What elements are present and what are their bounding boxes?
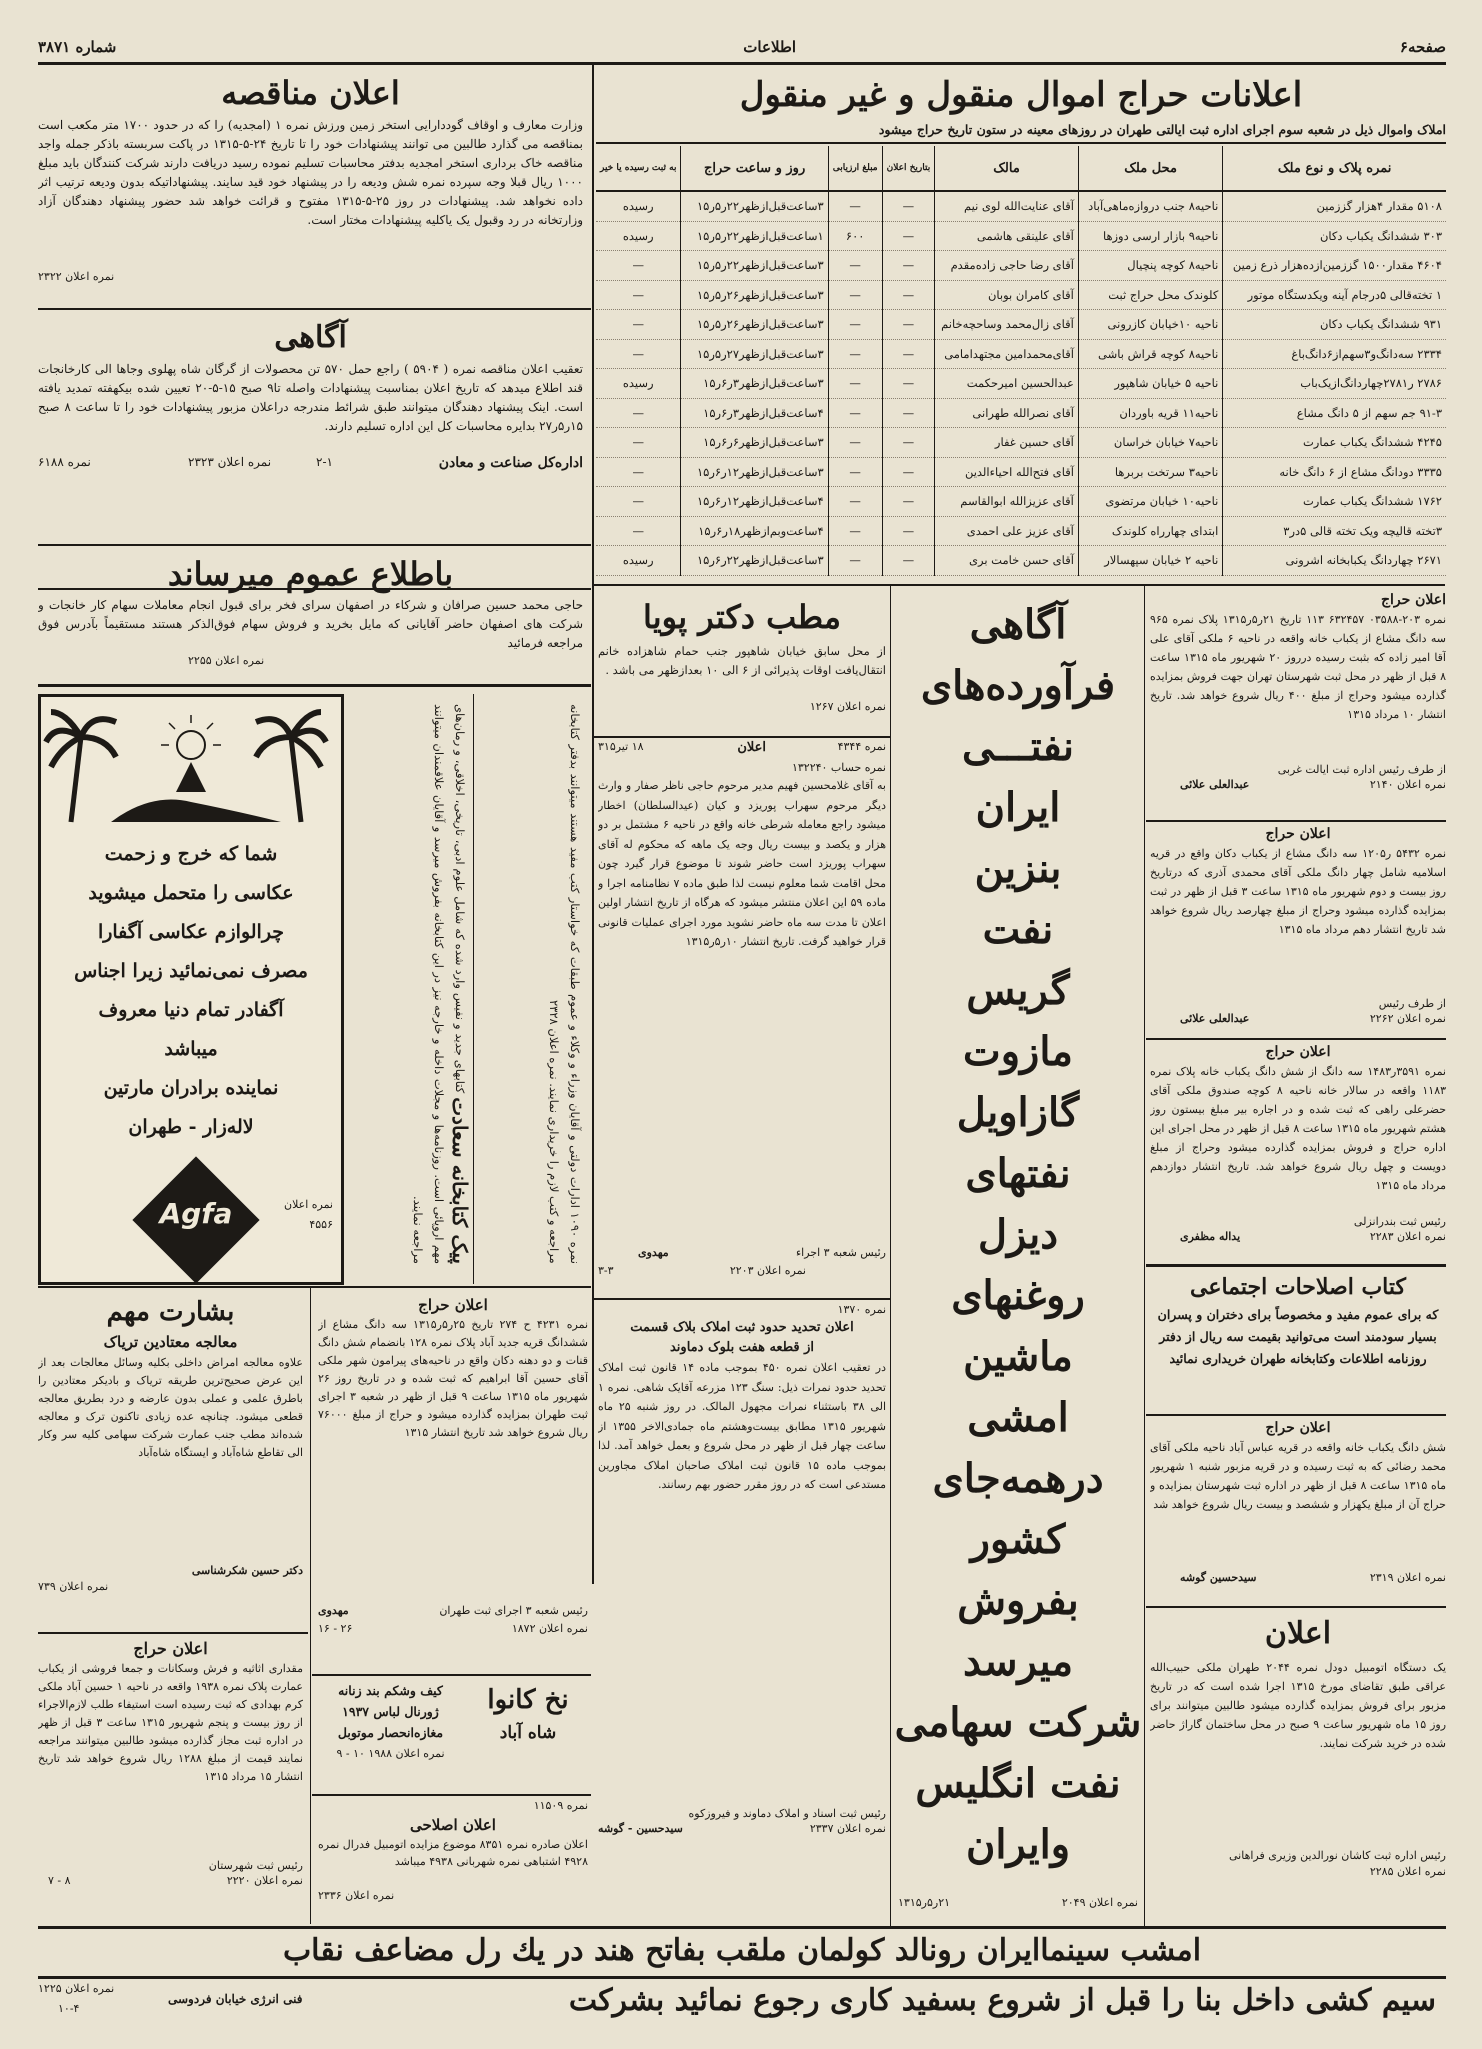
auction-cell: آقای نصرالله طهرانی bbox=[935, 398, 1079, 428]
auction-cell: — bbox=[596, 457, 681, 487]
oil-line: ماشین bbox=[963, 1333, 1073, 1380]
oil-line: نفتهای bbox=[965, 1150, 1071, 1197]
auction-cell: آقای رضا حاجی زاده‌مقدم bbox=[935, 251, 1079, 281]
agfa-ref-num: ۴۵۵۶ bbox=[309, 1218, 333, 1231]
cloth-title: نخ کانوا bbox=[487, 1685, 569, 1715]
agfa-logo: Agfa bbox=[159, 1197, 233, 1230]
auction-cell: ناحیه۱۰ خیابان مرتضوی bbox=[1078, 487, 1222, 517]
auction-cell: — bbox=[828, 251, 882, 281]
limits-ad bbox=[598, 1302, 886, 1840]
auction-cell: ناحیه۸ کوچه قراش باشی bbox=[1078, 339, 1222, 369]
auction-row bbox=[596, 546, 1446, 576]
cloth-subtitle: شاه آباد bbox=[499, 1723, 557, 1743]
auction-cell: — bbox=[828, 487, 882, 517]
auction-cell: آقای عنایت‌الله لوی نیم bbox=[935, 191, 1079, 221]
clinic-title: مطب دکتر پویا bbox=[643, 598, 841, 636]
auction-ad-3 bbox=[1150, 824, 1446, 1030]
oil-line: نفت انگلیس bbox=[915, 1760, 1121, 1807]
auction-cell: — bbox=[828, 398, 882, 428]
wiring-banner bbox=[38, 1978, 1446, 2024]
court-sub: نمره حساب ۱۳۲۲۴۰ bbox=[791, 761, 886, 774]
auction-row bbox=[596, 428, 1446, 458]
auction-4-ref: نمره اعلان ۲۲۸۳ bbox=[1369, 1230, 1446, 1243]
auction-cell: — bbox=[882, 191, 935, 221]
auction-3-sign: از طرف رئیس bbox=[1378, 997, 1446, 1010]
limits-title: اعلان تحدید حدود ثبت املاک بلاک قسمت bbox=[630, 1320, 854, 1335]
social-book-ad bbox=[1150, 1270, 1446, 1370]
header-registered: به ثبت رسیده یا خیر bbox=[596, 146, 681, 191]
header-plaque: نمره پلاک و نوع ملک bbox=[1223, 146, 1446, 191]
header-owner: مالک bbox=[935, 146, 1079, 191]
oil-line: دیزل bbox=[977, 1211, 1059, 1258]
clinic-body: از محل سابق خیابان شاهپور جنب حمام شاهزاده خانم انتقال‌یافت اوقات پذیرائی از ۶ الی ۱۰ بعدازظهر می باشد . bbox=[598, 644, 886, 677]
court-name: مهدوی bbox=[638, 1246, 669, 1259]
palm-landscape-illustration bbox=[41, 697, 341, 827]
auction-5-ref: نمره اعلان ۲۳۱۹ bbox=[1369, 1571, 1446, 1584]
auction-3-ref: نمره اعلان ۲۲۶۲ bbox=[1369, 1012, 1446, 1025]
auction-cell: ۳ساعت‌قبل‌ازظهر۲۶ر۵ر۱۵ bbox=[681, 280, 828, 310]
auction-cell: ناحیه۸ کوچه پنچیال bbox=[1078, 251, 1222, 281]
rule bbox=[38, 308, 591, 310]
header-appraisal: مبلغ ارزیابی bbox=[828, 146, 882, 191]
auction-4-sign: رئیس ثبت بندرانزلی bbox=[1353, 1215, 1446, 1228]
rule bbox=[343, 694, 344, 1284]
oil-line: شرکت سهامی bbox=[894, 1699, 1142, 1746]
auction-cell: — bbox=[596, 251, 681, 281]
auction-title: اعلانات حراج اموال منقول و غیر منقول bbox=[739, 75, 1303, 115]
notice-3-body: یک دستگاه اتومبیل دودل نمره ۲۰۴۴ طهران ملکی حبیب‌الله عراقی طبق تقاضای مورخ ۱۳۱۵ اجرا شده است که در تاریخ مزبور برای فروش بمزایده گذارده میشود طالبین میتوانند برای روز ۱۵ ماه شهریور ساعت ۹ صبح در محل ساختمان گاراژ حاضر شده در خرید شرکت نمایند. bbox=[1150, 1661, 1446, 1750]
auction-7-sign: رئیس شعبه ۳ اجرای ثبت طهران bbox=[439, 1604, 588, 1617]
agfa-text bbox=[41, 827, 341, 1147]
auction-cell: ۳ساعت‌قبل‌ازظهر۲۲ر۵ر۱۵ bbox=[681, 191, 828, 221]
agfa-line: میباشد bbox=[164, 1038, 218, 1060]
auction-row bbox=[596, 221, 1446, 251]
wiring-text: سیم کشی داخل بنا را قبل از شروع بسفید کاری رجوع نمائید بشرکت bbox=[568, 1983, 1436, 2018]
auction-cell: ۳ساعت‌قبل‌ازظهر۲۷ر۵ر۱۵ bbox=[681, 339, 828, 369]
oil-line: ایران bbox=[975, 784, 1061, 831]
auction-3-body: نمره ۵۴۳۲ ر۱۲۰۵ سه دانگ مشاع از یکباب دکان واقع در قریه اسلامیه شامل چهار دانگ ملکی آقای محمدی آذری که درتاریخ روز بیست و دوم شهریور ماه ۱۳۱۵ ساعت ۳ قبل از ظهر در ثبت بمزایده گذارده میشود وحراج از مبلغ چهارصد ریال شروع خواهد شد تاریخ انتشار دهم مرداد ماه ۱۳۱۵ bbox=[1150, 847, 1446, 936]
rule bbox=[594, 584, 1445, 586]
court-ref: نمره اعلان ۲۲۰۳ bbox=[729, 1264, 806, 1277]
auction-cell: — bbox=[882, 516, 935, 546]
auction-ad-7 bbox=[318, 1294, 588, 1640]
court-sign: رئیس شعبه ۳ اجراء bbox=[795, 1246, 886, 1259]
auction-cell: ۲۳۳۴ سه‌دانگ‌و۳سهم‌از۶دانگ‌باغ bbox=[1223, 339, 1446, 369]
auction-cell: رسیده bbox=[596, 546, 681, 576]
auction-cell: — bbox=[828, 339, 882, 369]
notice-agahi-1-ref: نمره اعلان ۲۳۲۳ bbox=[188, 455, 272, 469]
auction-cell: ۳ساعت‌قبل‌ازظهر۲۲ر۵ر۱۵ bbox=[681, 251, 828, 281]
column-divider bbox=[592, 64, 594, 1584]
auction-cell: ۳ساعت‌قبل‌ازظهر۲۲ر۶ر۱۵ bbox=[681, 546, 828, 576]
auction-cell: رسیده bbox=[596, 191, 681, 221]
oil-line: بنزین bbox=[974, 845, 1062, 892]
tender-ref: نمره اعلان ۲۳۲۲ bbox=[38, 270, 115, 283]
rule bbox=[1146, 1264, 1446, 1267]
agfa-ref: نمره اعلان bbox=[283, 1198, 333, 1211]
notice-general bbox=[38, 552, 583, 669]
agfa-line: شما که خرج و زحمت bbox=[104, 843, 278, 865]
auction-cell: — bbox=[882, 221, 935, 251]
wiring-tail: ۱۰-۴ bbox=[58, 2002, 80, 2015]
reform-ref-head: نمره ۱۱۵۰۹ bbox=[533, 1799, 588, 1812]
oil-line: کشور bbox=[970, 1516, 1066, 1563]
clinic-ad bbox=[598, 592, 886, 715]
vertical-notice bbox=[480, 704, 585, 1264]
auction-cell: آقای علینقی هاشمی bbox=[935, 221, 1079, 251]
oil-line: بفروش bbox=[957, 1577, 1079, 1624]
auction-cell: — bbox=[882, 251, 935, 281]
page-number: صفحه۶ bbox=[1399, 38, 1446, 56]
court-ad bbox=[598, 740, 886, 1282]
auction-3-title: اعلان حراج bbox=[1265, 826, 1331, 842]
oil-line: درهمه‌جای bbox=[932, 1455, 1104, 1502]
oil-line: روغنهای bbox=[951, 1272, 1085, 1319]
auction-cell: ۳ساعت‌قبل‌ازظهر۶ر۶ر۱۵ bbox=[681, 428, 828, 458]
rule bbox=[1146, 1038, 1446, 1040]
header-notice-date: بتاریخ اعلان bbox=[882, 146, 935, 191]
limits-name: سیدحسین - گوشه bbox=[598, 1822, 683, 1835]
notice-general-ref: نمره اعلان ۲۲۵۵ bbox=[188, 654, 265, 667]
oil-line: مازوت bbox=[963, 1028, 1073, 1075]
auction-row bbox=[596, 191, 1446, 221]
auction-row bbox=[596, 398, 1446, 428]
auction-cell: — bbox=[828, 546, 882, 576]
auction-cell: آقای عزیزالله ابوالقاسم bbox=[935, 487, 1079, 517]
agfa-line: چرالوازم عکاسی آگفارا bbox=[97, 921, 285, 943]
auction-4-title: اعلان حراج bbox=[1265, 1044, 1331, 1060]
notice-3 bbox=[1150, 1610, 1446, 1880]
auction-cell: ناحیه۱۱ قریه باوردان bbox=[1078, 398, 1222, 428]
auction-cell: — bbox=[882, 487, 935, 517]
auction-cell: رسیده bbox=[596, 369, 681, 399]
auction-row bbox=[596, 251, 1446, 281]
cloth-text-1: کیف وشکم بند زنانه bbox=[338, 1683, 443, 1698]
cloth-text-3: مغازه‌انحصار موتوبل bbox=[337, 1725, 444, 1740]
cloth-ref: نمره اعلان ۱۹۸۸ ۱۰ - ۹ bbox=[336, 1747, 445, 1760]
vertical-notice-body: نمره ۱۰۹۰ ادارات دولتی و آقایان وزراء و وکلاء و عموم طبقات که خواستار کتب مفید هستند میتوانند بدفتر کتابخانه مراجعه و کتب لازم را خریداری نمایند. نمره اعلان ۲۳۲۸ bbox=[547, 704, 582, 1264]
court-body: به آقای غلامحسین فهیم مدیر مرحوم حاجی ناظر صفار و وارث دیگر مرحوم سهراب پوریزد و کیان (عیدالسلطان) اخطار میشود راجع معامله شرطی خانه واقع در ناحیه ۶ مشتمل بر دو هزار و یکصد و بیست ریال وجه یک ماهه که محکوم له آقای سهراب پوریزد است حاضر شوند تا موضوع قرار گیرد چون محل اقامت شما معلوم نیست لذا طبق ماده ۷ نظامنامه اجرا و ماده ۵۹ این اعلان منتشر میشود که هرگاه از تاریخ انتشار اولین اعلان تا مدت سه ماه حاضر نشوید مورد اجرای عملیات قانونی قرار خواهید گرفت. تاریخ انتشار ۱۰ر۵ر۱۳۱۵ bbox=[598, 779, 886, 948]
auction-7-title: اعلان حراج bbox=[418, 1296, 488, 1314]
auction-ad-6 bbox=[38, 1638, 303, 1892]
auction-cell: ناحیه۹ بازار ارسی دوزها bbox=[1078, 221, 1222, 251]
auction-3-name: عبدالعلی علائی bbox=[1180, 1012, 1250, 1025]
auction-cell: — bbox=[882, 546, 935, 576]
auction-cell: — bbox=[828, 516, 882, 546]
auction-cell: ۴۲۴۵ ششدانگ یکباب عمارت bbox=[1223, 428, 1446, 458]
auction-cell: — bbox=[596, 339, 681, 369]
tender-ad bbox=[38, 70, 583, 285]
auction-cell: کلوندک محل حراج ثبت bbox=[1078, 280, 1222, 310]
auction-cell: — bbox=[828, 280, 882, 310]
auction-cell: ۳ساعت‌قبل‌ازظهر۳ر۶ر۱۵ bbox=[681, 369, 828, 399]
court-date: ۱۸ تیر۳۱۵ bbox=[598, 740, 644, 753]
auction-row bbox=[596, 487, 1446, 517]
tender-title: اعلان مناقصه bbox=[221, 74, 400, 112]
oil-line: گازاویل bbox=[956, 1089, 1080, 1136]
auction-cell: آقای‌محمدامین مجتهدامامی bbox=[935, 339, 1079, 369]
oil-line: گریس bbox=[966, 967, 1070, 1014]
auction-ad-2 bbox=[1150, 590, 1446, 796]
auction-cell: ۳۰۳ ششدانگ یکباب دکان bbox=[1223, 221, 1446, 251]
auction-cell: ۱ساعت‌قبل‌ازظهر۲۲ر۵ر۱۵ bbox=[681, 221, 828, 251]
auction-cell: ۶۰۰ bbox=[828, 221, 882, 251]
masthead-rule bbox=[38, 62, 1446, 65]
limits-sign: رئیس ثبت اسناد و املاک دماوند و فیروزکوه bbox=[688, 1807, 886, 1820]
auction-row bbox=[596, 457, 1446, 487]
auction-cell: آقای حسن خامت بری bbox=[935, 546, 1079, 576]
social-book-title: کتاب اصلاحات اجتماعی bbox=[1189, 1274, 1406, 1300]
auction-cell: — bbox=[828, 369, 882, 399]
books-ad bbox=[350, 704, 470, 1264]
auction-cell: — bbox=[882, 280, 935, 310]
agfa-line: نماینده برادران مارتین bbox=[103, 1077, 279, 1099]
auction-cell: آقای فتح‌الله احیاء‌الدین bbox=[935, 457, 1079, 487]
auction-cell: — bbox=[828, 191, 882, 221]
opium-doctor: دکتر حسین شکرشناسی bbox=[191, 1564, 303, 1577]
header-auction-time: روز و ساعت حراج bbox=[681, 146, 828, 191]
agfa-line: عکاسی را متحمل میشوید bbox=[88, 882, 294, 904]
auction-cell: ۴ساعت‌قبل‌ازظهر۱۲ر۶ر۱۵ bbox=[681, 487, 828, 517]
auction-cell: ۲۷۸۶ ر۲۷۸۱چهاردانگ‌از‌یک‌باب bbox=[1223, 369, 1446, 399]
cloth-text-2: ژورنال لباس ۱۹۳۷ bbox=[342, 1704, 439, 1719]
notice-general-title: باطلاع عموم میرساند bbox=[167, 555, 454, 593]
rule bbox=[1144, 586, 1145, 1926]
cinema-banner: امشب سینماایران رونالد کولمان ملقب بفاتح هند در یك رل مضاعف نقاب bbox=[282, 1933, 1202, 1968]
auction-cell: — bbox=[596, 487, 681, 517]
auction-cell: — bbox=[882, 310, 935, 340]
reform-ref: نمره اعلان ۲۳۳۶ bbox=[318, 1889, 395, 1902]
auction-cell: — bbox=[596, 516, 681, 546]
auction-6-title: اعلان حراج bbox=[133, 1639, 208, 1658]
rule bbox=[38, 684, 591, 687]
oil-line: میرسد bbox=[962, 1638, 1074, 1685]
auction-table bbox=[596, 146, 1446, 576]
rule bbox=[38, 1632, 308, 1634]
auction-2-sign: از طرف رئیس اداره ثبت ایالت غربی bbox=[1277, 763, 1446, 776]
rule bbox=[38, 1286, 591, 1288]
oil-line: نفت bbox=[982, 906, 1054, 953]
reform-ad bbox=[318, 1798, 588, 1904]
reform-body: اعلان صادره نمره ۸۳۵۱ موضوع مزایده اتومبیل فدرال نمره ۴۹۲۸ اشتباهی نمره شهربانی ۴۹۳۸ میباشد bbox=[318, 1838, 588, 1868]
agfa-ad bbox=[38, 694, 344, 1285]
paper-name: اطلاعات bbox=[743, 38, 796, 56]
auction-cell: آقای عزیز علی احمدی bbox=[935, 516, 1079, 546]
auction-cell: ۳تخته قالیچه ویک تخته قالی ۵در۳ bbox=[1223, 516, 1446, 546]
auction-cell: آقای حسین غفار bbox=[935, 428, 1079, 458]
auction-cell: ناحیه ۱۰خیابان کازرونی bbox=[1078, 310, 1222, 340]
auction-cell: — bbox=[828, 310, 882, 340]
notice-agahi-1-dept: اداره‌کل صناعت و معادن bbox=[438, 455, 583, 471]
auction-cell: ناحیه۳ سرتخت بربرها bbox=[1078, 457, 1222, 487]
auction-cell: ۳ساعت‌قبل‌ازظهر۲۶ر۵ر۱۵ bbox=[681, 310, 828, 340]
rule bbox=[1146, 1414, 1446, 1416]
notice-agahi-1-tail: ۲-۱ bbox=[316, 455, 333, 469]
auction-2-ref: نمره اعلان ۲۱۴۰ bbox=[1369, 778, 1446, 791]
notice-3-sign: رئیس اداره ثبت کاشان نورالدین وزیری فراهانی bbox=[1228, 1849, 1446, 1862]
auction-4-body: نمره ۳۵۹۱ر۱۴۸۳ سه دانگ از شش دانگ یکباب خانه پلاک نمره ۱۱۸۳ واقعه در سالار خانه ناحیه ۸ کوچه صندوق ملکی آقای حضرعلی راهی که ثبت شده و در اجاره بیر مبلغ بیستون روز هشتم شهریور ماه ۱۳۱۵ ساعت ۸ قبل از ظهر در محل اجرای این اداره حراج و فروش بمزایده گذارده میشود وحراج از مبلغ دویست و چهل ریال شروع خواهد شد. تاریخ انتشار دوازدهم مرداد ماه ۱۳۱۵ bbox=[1150, 1065, 1446, 1192]
auction-cell: ۱ تخته‌قالی ۵درجام آینه ویکدستگاه موتور bbox=[1223, 280, 1446, 310]
rule bbox=[310, 1288, 311, 1924]
auction-cell: — bbox=[596, 428, 681, 458]
agfa-line: مصرف نمی‌نمائید زیرا اجناس bbox=[74, 960, 308, 982]
tender-body: وزارت معارف و اوقاف گوددارایی استخر زمین ورزش نمره ۱ (امجدیه) را که در حدود ۱۷۰۰ متر مکعب است بمناقصه می گذارد طالبین می توانند پیشنهادات خود را تا تاریخ ۲۴-۵-۱۳۱۵ در پاکت سربسته باذکر جمله واجد مناقصه خاک برداری استخر امجدیه بدفتر محاسبات تسلیم نموده رسید دریافت دارند شرکت کنندگان باید مبلغ ۱۰۰۰ ریال قبلا وجه سپرده نمره شش ودیعه را در پیشنهاد خود قید سایند. پیشنهاداتیکه بدون ودیعه ترتیب اثر داده نخواهد شد. پیشنهادات در روز ۲۵-۵-۱۳۱۵ مفتوح و قرائت خواهد شد حضور پیشنهاد دهندگان آزاد وزارتخانه در رد وقبول یک یاکلیه پیشنهادات مختار است. bbox=[38, 118, 583, 227]
issue-number: شماره ۳۸۷۱ bbox=[38, 38, 117, 56]
opium-title: بشارت مهم bbox=[106, 1297, 235, 1327]
notice-agahi-1-title: آگاهی bbox=[274, 320, 347, 355]
limits-ref-head: نمره ۱۳۷۰ bbox=[837, 1303, 886, 1316]
notice-agahi-1-ref2: نمره ۶۱۸۸ bbox=[38, 455, 91, 469]
auction-row bbox=[596, 339, 1446, 369]
notice-agahi-1 bbox=[38, 316, 583, 477]
wiring-ref: نمره اعلان ۱۲۲۵ bbox=[38, 1982, 115, 1995]
masthead bbox=[38, 34, 1446, 60]
notice-agahi-1-body: تعقیب اعلان مناقصه نمره ( ۵۹۰۴ ) راجع حمل ۵۷۰ تن محصولات از گرگان شاه پهلوی وجاها الی کارخانجات قند اطلاع میدهد که تاریخ اعلان بمناسبت پیشنهادات واصله تا۹ صبح ۱۵-۵-۲۰ تعیین شده بیکهفته تمدید یافته است. اینک پیشنهاد دهندگان میتوانند طبق شرائط مندرجه دراعلان مزبور پیشنهادات خود را تا ساعت ۸ صبح ۱۵ر۵ر۲۷ بدایره محاسبات کل این اداره تسلیم دارند. bbox=[38, 362, 583, 433]
auction-5-name: سیدحسین گوشه bbox=[1180, 1571, 1257, 1584]
notice-3-ref: نمره اعلان ۲۲۸۵ bbox=[1369, 1865, 1446, 1878]
oil-line: فرآورده‌های bbox=[920, 662, 1116, 709]
auction-cell: آقای کامران بوبان bbox=[935, 280, 1079, 310]
auction-4-name: یداله مظفری bbox=[1180, 1230, 1241, 1243]
rule bbox=[473, 694, 474, 1284]
auction-cell: — bbox=[596, 398, 681, 428]
agfa-line: لاله‌زار - طهران bbox=[128, 1116, 254, 1138]
cloth-ad bbox=[318, 1680, 588, 1790]
oil-line: امشی bbox=[967, 1394, 1069, 1441]
auction-cell: ۱۷۶۲ ششدانگ یکباب عمارت bbox=[1223, 487, 1446, 517]
rule bbox=[1146, 1606, 1446, 1608]
notice-general-body: حاجی محمد حسین صرافان و شرکاء در اصفهان سرای فخر برای قبول انجام معاملات سهام کار خانجات و شرکت های اصفهان حاضر آقایانی که مایل بخرید و فروش سهام فوق‌الذکر هستند مستقیماً بآدرس فوق مراجعه فرمائید bbox=[38, 598, 583, 650]
auction-cell: عبدالحسین امیرحکمت bbox=[935, 369, 1079, 399]
auction-cell: ۲۶۷۱ چهاردانگ یکبابخانه اشرونی bbox=[1223, 546, 1446, 576]
auction-row bbox=[596, 516, 1446, 546]
auction-cell: ۴۶۰۴ مقدار۱۵۰۰ گززمین‌ازده‌هزار ذرع زمین bbox=[1223, 251, 1446, 281]
auction-cell: رسیده bbox=[596, 221, 681, 251]
auction-cell: — bbox=[882, 398, 935, 428]
court-title: اعلان bbox=[737, 740, 766, 755]
rule bbox=[38, 544, 591, 546]
auction-7-ref: نمره اعلان ۱۸۷۲ bbox=[511, 1622, 588, 1635]
clinic-ref: نمره اعلان ۱۲۶۷ bbox=[809, 700, 886, 713]
auction-cell: ۹۱-۳ جم سهم از ۵ دانگ مشاع bbox=[1223, 398, 1446, 428]
agfa-line: آگفادر تمام دنیا معروف bbox=[98, 999, 284, 1021]
books-body: کتابهای جدید و نفیس وارد شده که شامل علوم ادبی، تاریخی، اخلاقی، و رمان‌های مهم اروپائی است. روزنامه‌ها و مجلات داخله و خارجه نیز در این کتابخانه بفروش میرسد و آقایان علاقمندان میتوانند مراجعه نمایند. bbox=[411, 704, 467, 1264]
auction-cell: ۵۱۰۸ مقدار ۴هزار گززمین bbox=[1223, 191, 1446, 221]
auction-row bbox=[596, 280, 1446, 310]
auction-row bbox=[596, 310, 1446, 340]
auction-6-body: مقداری اثاثیه و فرش وسکانات و جمعا فروشی از یکباب عمارت پلاک نمره ۱۹۳۸ واقعه در ناحیه ۱ حسین آباد ملکی کرم بهدادی که ثبت رسیده است استیفاء طلب لازم‌الاجراء از روز بیست و پنجم شهریور ۱۳۱۵ ساعت ۳ قبل از ظهر در اداره ثبت مجاز گذارده میشود طالبین میتوانند مراجعه نمایند قیمت از مبلغ ۱۲۸۸ ریال شروع خواهد شد تاریخ انتشار ۱۵ مرداد ۱۳۱۵ bbox=[38, 1662, 303, 1783]
auction-cell: — bbox=[882, 339, 935, 369]
oil-ref: نمره اعلان ۲۰۴۹ bbox=[1061, 1896, 1138, 1909]
rule bbox=[312, 1674, 591, 1676]
auction-5-title: اعلان حراج bbox=[1265, 1420, 1331, 1436]
social-book-body: که برای عموم مفید و مخصوصاً برای دختران و پسران بسیار سودمند است می‌توانید بقیمت سه ریال از دفتر روزنامه اطلاعات وکتابخانه طهران خریداری نمائید bbox=[1157, 1307, 1439, 1366]
oil-date: ۲۱ر۵ر۱۳۱۵ bbox=[898, 1896, 951, 1909]
header-location: محل ملک bbox=[1078, 146, 1222, 191]
auction-cell: — bbox=[828, 457, 882, 487]
auction-2-name: عبدالعلی علائی bbox=[1180, 778, 1250, 791]
books-title: پیک کتابخانه سعادت bbox=[448, 1097, 472, 1264]
auction-cell: ناحیه ۵ خیابان شاهپور bbox=[1078, 369, 1222, 399]
auction-cell: — bbox=[882, 428, 935, 458]
limits-ref: نمره اعلان ۲۳۳۷ bbox=[809, 1822, 886, 1835]
rule bbox=[1146, 820, 1446, 822]
auction-cell: ۴ساعت‌قبل‌ازظهر۳ر۶ر۱۵ bbox=[681, 398, 828, 428]
auction-ad-5 bbox=[1150, 1418, 1446, 1589]
auction-cell: — bbox=[596, 280, 681, 310]
oil-line: وایران bbox=[965, 1821, 1071, 1868]
notice-3-title: اعلان bbox=[1264, 1616, 1332, 1651]
auction-cell: ناحیه۷ خیابان خراسان bbox=[1078, 428, 1222, 458]
opium-subtitle: معالجه معتادین تریاک bbox=[103, 1333, 238, 1351]
auction-6-sign: رئیس ثبت شهرستان bbox=[208, 1859, 303, 1872]
rule bbox=[890, 586, 891, 1926]
auction-header-row bbox=[596, 146, 1446, 191]
auction-cell: ۹۳۱ ششدانگ یکباب دکان bbox=[1223, 310, 1446, 340]
auction-cell: ۳ساعت‌قبل‌ازظهر۱۲ر۶ر۱۵ bbox=[681, 457, 828, 487]
auction-ad-4 bbox=[1150, 1042, 1446, 1248]
auction-cell: — bbox=[882, 457, 935, 487]
auction-7-body: نمره ۴۲۳۱ ح ۲۷۴ تاریخ ۲۵ر۵ر۱۳۱۵ سه دانگ مشاع از ششدانگ قریه جدید آباد پلاک نمره ۱۲۸ بانضمام شش دانگ قنات و دو دهنه دکان واقع در ناحیه‌های پیرامون شهر ملکی آقای حسین آقا ابراهیم که ثبت شده و در تاریخ روز ۲۶ شهریور ماه ۱۳۱۵ ساعت ۹ قبل از ظهر در شعبه ۳ اجرای ثبت طهران بمزایده گذارده میشود و حراج از مبلغ ۷۶۰۰۰ ریال شروع خواهد شد تاریخ انتشار ۱۳۱۵ bbox=[318, 1318, 588, 1439]
auction-section bbox=[596, 70, 1446, 144]
auction-cell: ناحیه۸ جنب دروازه‌ماهی‌آباد bbox=[1078, 191, 1222, 221]
auction-2-body: نمره ۲۰۳-۰۳۵۸۸ ۶۳۲۴۵۷ ۱۱۳ تاریخ ۲۱ر۵ر۱۳۱۵ پلاک نمره ۹۶۵ سه دانگ مشاع از یکباب خانه واقعه در ناحیه ۶ ملکی آقای علی آقا امیر زاده که بثبت رسیده درروز ۲۰ شهریور ماه ۱۳۱۵ ساعت ۸ قبل از ظهر در محل ثبت شهرستان تهران جهت فروش بمزایده گذارده میشود وحراج از مبلغ ۴۰۰ ریال شروع خواهد شد. تاریخ انتشار ۱۰ مرداد ۱۳۱۵ bbox=[1150, 613, 1446, 721]
opium-ad bbox=[38, 1294, 303, 1598]
auction-cell: ناحیه ۲ خیابان سپهسالار bbox=[1078, 546, 1222, 576]
opium-body: علاوه معالجه امراض داخلی بکلیه وسائل معالجات بعد از این عرض صحیح‌ترین طریقه تریاک و بادیکر معتادین را باطرق علمی و عملی بدون عارضه و درد بطریق معالجه قطعی میشود. چنانچه عده زیادی تاکنون ترک و معالجه شده‌اند مطب جنب عمارت شرکت سهامی کلیه سر وکار الی تقاطع شاه‌آباد و ایستگاه شاه‌آباد bbox=[38, 1356, 303, 1459]
auction-row bbox=[596, 369, 1446, 399]
auction-7-name: مهدوی bbox=[318, 1604, 349, 1617]
auction-cell: — bbox=[882, 369, 935, 399]
oil-line: نفتـــی bbox=[962, 723, 1074, 770]
auction-cell: — bbox=[828, 428, 882, 458]
oil-ad bbox=[894, 594, 1142, 1875]
auction-cell: ابتدای چهارراه کلوندک bbox=[1078, 516, 1222, 546]
auction-7-tail: ۲۶ - ۱۶ bbox=[318, 1622, 353, 1635]
reform-title: اعلان اصلاحی bbox=[410, 1816, 496, 1834]
auction-cell: آقای زال‌محمد وساحچه‌خانم bbox=[935, 310, 1079, 340]
rule bbox=[312, 1794, 591, 1796]
wiring-side: فنی انرژی خیابان فردوسی bbox=[168, 1992, 303, 2006]
auction-intro: املاک واموال ذیل در شعبه سوم اجرای اداره ثبت ایالتی طهران در روزهای معینه در ستون تاریخ حراج میشود bbox=[596, 120, 1446, 144]
opium-ref: نمره اعلان ۷۳۹ bbox=[38, 1580, 109, 1593]
court-ref-head: نمره ۴۳۴۴ bbox=[837, 740, 886, 753]
auction-cell: ۳۳۳۵ دودانگ مشاع از ۶ دانگ خانه bbox=[1223, 457, 1446, 487]
auction-cell: — bbox=[596, 310, 681, 340]
auction-6-ref: نمره اعلان ۲۲۲۰ bbox=[226, 1874, 303, 1887]
auction-cell: ۴ساعت‌وبم‌ازظهر۱۸ر۶ر۱۵ bbox=[681, 516, 828, 546]
auction-5-body: شش دانگ یکباب خانه واقعه در قریه عباس آباد ناحیه ملکی آقای محمد رضائی که به ثبت رسیده و در قریه مزبور شنبه ۱ شهریور ماه ۱۳۱۵ ساعت ۸ قبل از ظهر در اداره ثبت شهرستان بمزایده و حراج آن از مبلغ یکهزار و ششصد و بیست ریال شروع خواهد شد bbox=[1150, 1441, 1446, 1511]
rule bbox=[594, 736, 890, 738]
limits-subtitle: از قطعه هفت بلوک دماوند bbox=[669, 1340, 814, 1355]
limits-body: در تعقیب اعلان نمره ۴۵۰ بموجب ماده ۱۴ قانون ثبت املاک تحدید حدود نمرات ذیل: سنگ ۱۲۳ مزرعه آقایک شاهی. نمره ۱ الی ۳۸ باستثناء نمرات مجهول المالک. در روز شنبه ۲۵ ماه شهریور ۱۳۱۵ مطابق بیست‌وهشتم ماه جمادی‌الاخر ۱۳۵۵ از ساعت چهار قبل از ظهر در محل شروع و بعمل خواهد آمد. لذا بموجب ماده ۱۵ قانون ثبت املاک صاحبان املاک مجاورین مستدعی است که در روز مقرر حضور بهم رسانند. bbox=[598, 1361, 886, 1491]
rule bbox=[594, 1298, 890, 1300]
auction-6-tail: ۸ - ۷ bbox=[48, 1874, 71, 1887]
court-tail: ۳-۳ bbox=[598, 1264, 614, 1277]
oil-line: آگاهی bbox=[969, 601, 1067, 648]
auction-2-title: اعلان حراج bbox=[1380, 592, 1446, 608]
